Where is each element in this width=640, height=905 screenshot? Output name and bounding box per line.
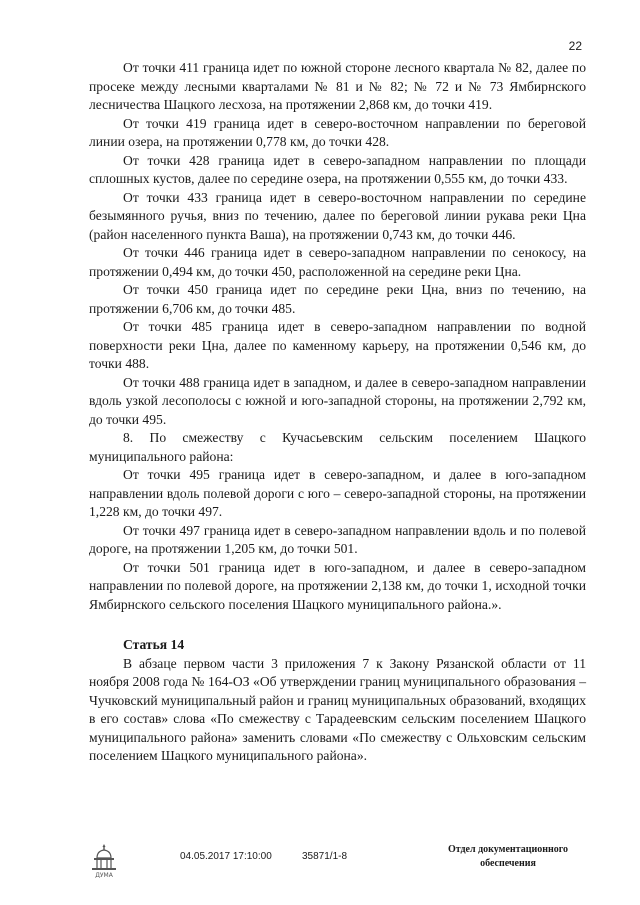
document-body bbox=[89, 59, 586, 766]
footer bbox=[0, 836, 640, 886]
paragraph-4: От точки 433 граница идет в северо-восточном направлении по середине безымянного ручья, вниз по течению, далее по береговой линии рукава реки Цна (район населенного пункта Ваша), на протяжении 0,743 км, до точки 446. bbox=[89, 189, 586, 242]
page-number: 22 bbox=[568, 39, 582, 53]
department-stamp bbox=[432, 843, 584, 871]
paragraph-3: От точки 428 граница идет в северо-западном направлении по площади сплошных кустов, далее по середине озера, на протяжении 0,555 км, до точки 433. bbox=[89, 152, 586, 186]
paragraph-10: От точки 495 граница идет в северо-западном, и далее в юго-западном направлении вдоль полевой дороги с юго – северо-западной стороны, на протяжении 1,228 км, до точки 497. bbox=[89, 467, 586, 519]
department-line-2: обеспечения bbox=[480, 858, 536, 869]
article-text: В абзаце первом части 3 приложения 7 к Закону Рязанской области от 11 ноября 2008 года № 164-ОЗ «Об утверждении границ муниципального образования – Чучковский муниципальный район и границ муниципальных образований, входящих в его состав» слова «По смежеству с Тарадеевским сельским поселением Шацкого муниципального района» заменить словами «По смежеству с Ольховским сельским поселением Шацкого муниципального района». bbox=[89, 655, 586, 763]
paragraph-12: От точки 501 граница идет в юго-западном, и далее в северо-западном направлении по полевой дороге, на протяжении 2,138 км, до точки 1, исходной точки Ямбирнского сельского поселения Шацкого муниципального района.». bbox=[89, 559, 586, 612]
paragraph-5: От точки 446 граница идет в северо-западном направлении по сенокосу, на протяжении 0,494 км, до точки 450, расположенной на середине реки Цна. bbox=[89, 245, 586, 279]
duma-emblem-icon bbox=[89, 842, 119, 880]
article-heading: Статья 14 bbox=[123, 637, 185, 652]
paragraph-1: От точки 411 граница идет по южной стороне лесного квартала № 82, далее по просеке между лесными кварталами № 81 и № 82; № 72 и № 73 Ямбирнского лесничества Шацкого лесхоза, на протяжении 2,868 км, до точки 419. bbox=[89, 60, 586, 112]
department-line-1: Отдел документационного bbox=[447, 844, 569, 855]
paragraph-2: От точки 419 граница идет в северо-восточном направлении по береговой линии озера, на протяжении 0,778 км, до точки 428. bbox=[89, 115, 586, 149]
svg-text:ДУМА: ДУМА bbox=[95, 872, 113, 879]
paragraph-6: От точки 450 граница идет по середине реки Цна, вниз по течению, на протяжении 6,706 км, до точки 485. bbox=[89, 282, 586, 316]
paragraph-11: От точки 497 граница идет в северо-западном направлении вдоль и по полевой дороге, на протяжении 1,205 км, до точки 501. bbox=[89, 522, 586, 556]
paragraph-8: От точки 488 граница идет в западном, и далее в северо-западном направлении вдоль узкой лесополосы с южной и юго-западной стороны, на протяжении 2,792 км, до точки 495. bbox=[89, 374, 586, 427]
section-8-intro: 8. По смежеству с Кучасьевским сельским поселением Шацкого муниципального района: bbox=[89, 430, 586, 464]
paragraph-7: От точки 485 граница идет в северо-западном направлении по водной поверхности реки Цна, далее по каменному карьеру, на протяжении 0,546 км, до точки 488. bbox=[89, 319, 586, 371]
timestamp: 04.05.2017 17:10:00 bbox=[180, 851, 272, 862]
document-code: 35871/1-8 bbox=[302, 851, 348, 862]
